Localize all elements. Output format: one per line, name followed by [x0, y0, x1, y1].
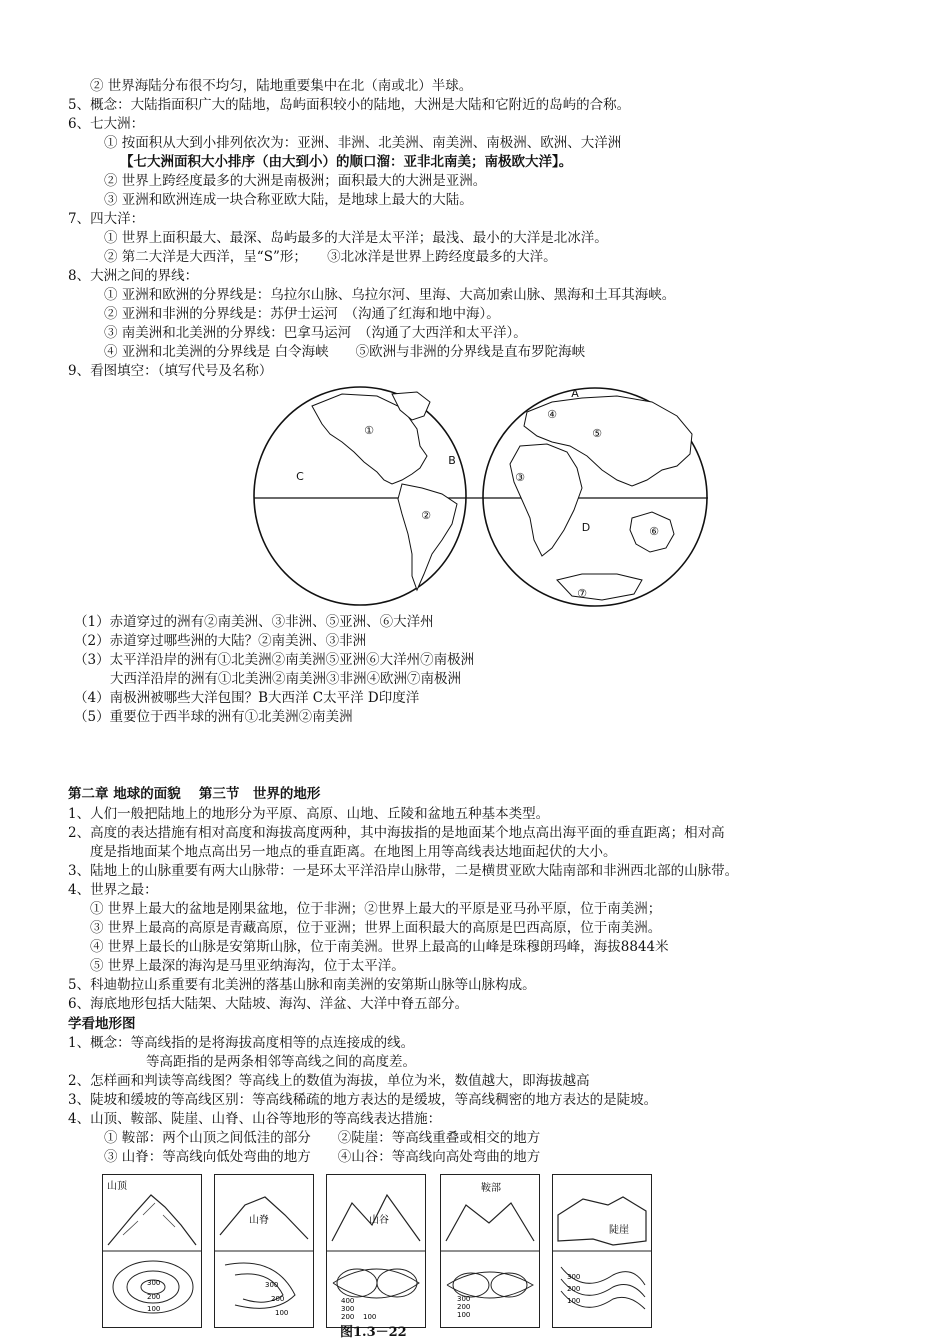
- panel-saddle: [440, 1174, 540, 1328]
- s1-line-8: 7、四大洋：: [68, 211, 145, 227]
- s2-line-2: 2、高度的表达措施有相对高度和海拔高度两种，其中海拔指的是地面某个地点高出海平面的垂直距离；相对高: [68, 825, 725, 841]
- s2-line-8: ④ 世界上最长的山脉是安第斯山脉，位于南美洲。世界上最高的山峰是珠穆朗玛峰，海拔8844米: [90, 939, 669, 955]
- q-line-5: （4）南极洲被哪些大洋包围？B大西洋 C太平洋 D印度洋: [74, 690, 420, 706]
- s2-line-4: 3、陆地上的山脉重要有两大山脉带：一是环太平洋沿岸山脉带，二是横贯亚欧大陆南部和非洲西北部的山脉带。: [68, 863, 739, 879]
- panel-valley-num-3: 200: [341, 1313, 355, 1321]
- s2-line-7: ③ 世界上最高的高原是青藏高原，位于亚洲；世界上面积最大的高原是巴西高原，位于南美洲。: [90, 920, 662, 936]
- panel-cliff-num-1: 300: [567, 1273, 581, 1281]
- s1-line-10: ② 第二大洋是大西洋，呈“S”形； ③北冰洋是世界上跨经度最多的大洋。: [104, 249, 557, 265]
- panel-ridge-num-3: 100: [275, 1309, 289, 1317]
- subsection-title: 学看地形图: [68, 1016, 136, 1032]
- s1-line-9: ① 世界上面积最大、最深、岛屿最多的大洋是太平洋；最浅、最小的大洋是北冰洋。: [104, 230, 608, 246]
- map-label-6: ⑥: [649, 525, 659, 538]
- map-label-1: ①: [364, 424, 374, 437]
- s1-line-7: ③ 亚洲和欧洲连成一块合称亚欧大陆，是地球上最大的大陆。: [104, 192, 473, 208]
- map-label-C: C: [296, 470, 304, 483]
- map-label-B: B: [448, 454, 456, 467]
- map-label-4: ④: [547, 408, 557, 421]
- panel-valley: [326, 1174, 426, 1328]
- map-label-7: ⑦: [577, 587, 587, 600]
- panel-cliff: [552, 1174, 652, 1328]
- s2-line-10: 5、科迪勒拉山系重要有北美洲的落基山脉和南美洲的安第斯山脉等山脉构成。: [68, 977, 536, 993]
- panel-summit: [102, 1174, 202, 1328]
- q-line-2: （2）赤道穿过哪些洲的大陆？②南美洲、③非洲: [74, 633, 367, 649]
- s1-line-14: ③ 南美洲和北美洲的分界线：巴拿马运河 （沟通了大西洋和太平洋）。: [104, 325, 527, 341]
- antarctica-shape: [557, 574, 642, 600]
- s1-line-3: 6、七大洲：: [68, 116, 145, 132]
- panel-saddle-num-1: 300: [457, 1295, 471, 1303]
- s2-line-5: 4、世界之最：: [68, 882, 158, 898]
- s2-line-18: ③ 山脊：等高线向低处弯曲的地方 ④山谷：等高线向高处弯曲的地方: [104, 1149, 541, 1165]
- panel-saddle-num-3: 100: [457, 1311, 471, 1319]
- s1-line-11: 8、大洲之间的界线：: [68, 268, 199, 284]
- panel-cliff-num-2: 200: [567, 1285, 581, 1293]
- s1-line-2: 5、概念：大陆指面积广大的陆地，岛屿面积较小的陆地，大洲是大陆和它附近的岛屿的合称。: [68, 97, 631, 113]
- panel-summit-label: 山顶: [107, 1181, 127, 1192]
- q-line-4: 大西洋沿岸的洲有①北美洲②南美洲③非洲④欧洲⑦南极洲: [110, 671, 461, 687]
- s2-line-1: 1、人们一般把陆地上的地形分为平原、高原、山地、丘陵和盆地五种基本类型。: [68, 806, 550, 822]
- s2-line-11: 6、海底地形包括大陆架、大陆坡、海沟、洋盆、大洋中脊五部分。: [68, 996, 469, 1012]
- south-america-shape: [398, 484, 457, 590]
- q-line-1: （1）赤道穿过的洲有②南美洲、③非洲、⑤亚洲、⑥大洋州: [74, 614, 434, 630]
- panel-valley-num-4: 100: [363, 1313, 377, 1321]
- s1-line-4: ① 按面积从大到小排列依次为：亚洲、非洲、北美洲、南美洲、南极洲、欧洲、大洋洲: [104, 135, 622, 151]
- s2-line-15: 3、陡坡和缓坡的等高线区别：等高线稀疏的地方表达的是缓坡，等高线稠密的地方表达的是陡坡。: [68, 1092, 658, 1108]
- map-label-A: A: [571, 387, 579, 400]
- s1-line-16: 9、看图填空：（填写代号及名称）: [68, 363, 273, 379]
- panel-ridge-label: 山脊: [249, 1215, 269, 1226]
- s2-line-9: ⑤ 世界上最深的海沟是马里亚纳海沟，位于太平洋。: [90, 958, 405, 974]
- panel-cliff-num-3: 100: [567, 1297, 581, 1305]
- chapter-title: 第二章 地球的面貌 第三节 世界的地形: [68, 786, 321, 802]
- panel-summit-num-3: 100: [147, 1305, 161, 1313]
- s2-line-17: ① 鞍部：两个山顶之间低洼的部分 ②陡崖：等高线重叠或相交的地方: [104, 1130, 541, 1146]
- map-label-D: D: [581, 521, 591, 534]
- q-line-3: （3）太平洋沿岸的洲有①北美洲②南美洲⑤亚洲⑥大洋州⑦南极洲: [74, 652, 475, 668]
- map-label-5: ⑤: [592, 427, 602, 440]
- s1-line-12: ① 亚洲和欧洲的分界线是：乌拉尔山脉、乌拉尔河、里海、大高加索山脉、黑海和土耳其海峡。: [104, 287, 676, 303]
- s2-line-3: 度是指地面某个地点高出另一地点的垂直距离。在地图上用等高线表达地面起伏的大小。: [90, 844, 617, 860]
- panel-valley-label: 山谷: [369, 1215, 389, 1226]
- s1-line-13: ② 亚洲和非洲的分界线是：苏伊士运河 （沟通了红海和地中海）。: [104, 306, 500, 322]
- panel-saddle-label: 鞍部: [481, 1183, 501, 1194]
- map-label-2: ②: [421, 509, 431, 522]
- panel-valley-num-1: 400: [341, 1297, 355, 1305]
- panel-summit-num-1: 300: [147, 1279, 161, 1287]
- panel-ridge: [214, 1174, 314, 1328]
- s2-line-13: 等高距指的是两条相邻等高线之间的高度差。: [146, 1054, 416, 1070]
- s2-line-6: ① 世界上最大的盆地是刚果盆地，位于非洲；②世界上最大的平原是亚马孙平原，位于南美洲；: [90, 901, 662, 917]
- q-line-6: （5）重要位于西半球的洲有①北美洲②南美洲: [74, 709, 353, 725]
- s2-line-16: 4、山顶、鞍部、陡崖、山脊、山谷等地形的等高线表达措施：: [68, 1111, 442, 1127]
- panel-ridge-num-1: 300: [265, 1281, 279, 1289]
- panel-cliff-label: 陡崖: [609, 1225, 629, 1236]
- panel-saddle-num-2: 200: [457, 1303, 471, 1311]
- s2-line-12: 1、概念：等高线指的是将海拔高度相等的点连接成的线。: [68, 1035, 415, 1051]
- figure-caption: 图1.3－22: [340, 1325, 407, 1340]
- map-label-3: ③: [515, 471, 525, 484]
- s1-line-1: ② 世界海陆分布很不均匀，陆地重要集中在北（南或北）半球。: [90, 78, 473, 94]
- panel-summit-num-2: 200: [147, 1293, 161, 1301]
- s1-line-15: ④ 亚洲和北美洲的分界线是 白令海峡 ⑤欧洲与非洲的分界线是直布罗陀海峡: [104, 344, 586, 360]
- panel-valley-num-2: 300: [341, 1305, 355, 1313]
- panel-ridge-num-2: 200: [271, 1295, 285, 1303]
- s2-line-14: 2、怎样画和判读等高线图？等高线上的数值为海拔，单位为米，数值越大，即海拔越高: [68, 1073, 590, 1089]
- world-map: [252, 384, 712, 610]
- africa-shape: [510, 444, 582, 556]
- s1-line-5: 【七大洲面积大小排序（由大到小）的顺口溜：亚非北南美；南极欧大洋】。: [120, 154, 573, 170]
- s1-line-6: ② 世界上跨经度最多的大洲是南极洲；面积最大的大洲是亚洲。: [104, 173, 487, 189]
